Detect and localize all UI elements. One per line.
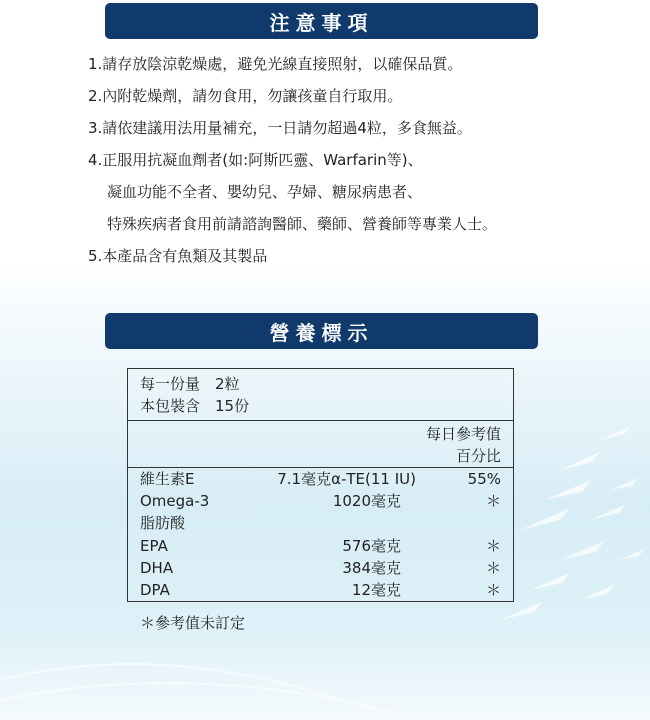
serving-size: 每一份量 2粒	[140, 375, 240, 393]
nutrient-amount: 576毫克	[342, 537, 401, 555]
note-item: 2.內附乾燥劑，請勿食用，勿讓孩童自行取用。	[88, 87, 403, 105]
nutrient-dv: ＊	[485, 492, 501, 510]
nutrient-name: Omega-3	[140, 492, 210, 510]
note-item: 5.本產品含有魚類及其製品	[88, 247, 268, 265]
nutrient-name: 維生素E	[140, 470, 195, 488]
nutrient-amount: 7.1毫克α-TE(11 IU)	[277, 470, 416, 488]
servings-per-pack: 本包裝含 15份	[140, 397, 250, 415]
nutrient-name: DHA	[140, 559, 174, 577]
note-item-continuation: 特殊疾病者食用前請諮詢醫師、藥師、營養師等專業人士。	[107, 215, 498, 233]
table-row	[140, 512, 501, 534]
table-row	[140, 490, 501, 512]
nutrient-amount: 384毫克	[342, 559, 401, 577]
nutrient-name: DPA	[140, 581, 170, 599]
notes-section-header: 注意事項	[105, 3, 538, 39]
table-row	[140, 579, 501, 601]
note-item: 3.請依建議用法用量補充，一日請勿超過4粒，多食無益。	[88, 119, 472, 137]
nutrient-dv: ＊	[485, 537, 501, 555]
nutrient-name: 脂肪酸	[140, 514, 186, 532]
table-row	[140, 535, 501, 557]
nutrient-amount: 1020毫克	[332, 492, 401, 510]
table-row	[140, 557, 501, 579]
nutrition-facts-table	[127, 368, 514, 602]
nutrient-name: EPA	[140, 537, 168, 555]
nutrient-amount: 12毫克	[351, 581, 401, 599]
nutrient-dv: ＊	[485, 581, 501, 599]
table-row	[140, 468, 501, 490]
note-item-continuation: 凝血功能不全者、嬰幼兒、孕婦、糖尿病患者、	[107, 183, 423, 201]
dv-header-line2: 百分比	[455, 447, 501, 465]
table-divider	[128, 420, 513, 421]
nutrient-dv: ＊	[485, 559, 501, 577]
nutrition-section-header: 營養標示	[105, 313, 538, 349]
note-item: 1.請存放陰涼乾燥處，避免光線直接照射，以確保品質。	[88, 55, 463, 73]
nutrient-dv: 55%	[467, 470, 501, 488]
notes-list	[88, 48, 608, 272]
table-footnote: ＊參考值未訂定	[140, 614, 246, 632]
note-item: 4.正服用抗凝血劑者(如:阿斯匹靈、Warfarin等)、	[88, 151, 423, 169]
dv-header-line1: 每日參考值	[425, 425, 501, 443]
